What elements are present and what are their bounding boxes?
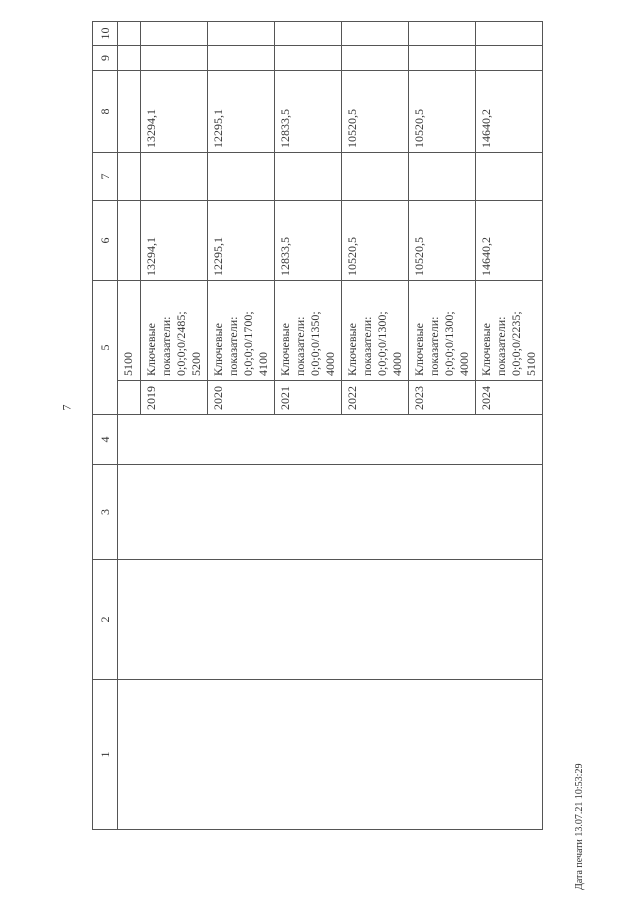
indicators-cell: Ключевые показатели: 0;0;0;0/1350; 4000: [275, 281, 342, 381]
cell-col-3: [118, 465, 543, 560]
year-cell: 2020: [208, 381, 275, 415]
value-col9: [476, 46, 543, 71]
page-number: 7: [59, 404, 74, 411]
value-col7: [342, 153, 409, 201]
indicators-cell: Ключевые показатели: 0;0;0;0/2485; 5200: [141, 281, 208, 381]
continuation-text: 5100: [118, 281, 141, 381]
header-col-8: 8: [93, 71, 118, 153]
value-col7: [476, 153, 543, 201]
value-col6: 10520,5: [409, 201, 476, 281]
value-col8: 10520,5: [342, 71, 409, 153]
value-col10: [141, 22, 208, 46]
value-col6: 10520,5: [342, 201, 409, 281]
indicators-cell: Ключевые показатели: 0;0;0;0/1300; 4000: [342, 281, 409, 381]
value-col6: 13294,1: [141, 201, 208, 281]
value-col10: [208, 22, 275, 46]
data-table: [92, 21, 543, 830]
year-cell: 2023: [409, 381, 476, 415]
value-col9: [342, 46, 409, 71]
value-col10: [476, 22, 543, 46]
rotated-table-container: [92, 22, 542, 830]
continuation-col7: [118, 153, 141, 201]
print-date-stamp: Дата печати 13.07.21 10:53:29: [574, 763, 585, 890]
indicators-cell: Ключевые показатели: 0;0;0;0/2235; 5100: [476, 281, 543, 381]
value-col8: 12833,5: [275, 71, 342, 153]
continuation-col6: [118, 201, 141, 281]
value-col7: [141, 153, 208, 201]
value-col6: 14640,2: [476, 201, 543, 281]
header-col-1: 1: [93, 680, 118, 830]
continuation-col10: [118, 22, 141, 46]
header-col-3: 3: [93, 465, 118, 560]
year-cell: 2021: [275, 381, 342, 415]
year-cell: 2019: [141, 381, 208, 415]
continuation-col8: [118, 71, 141, 153]
value-col7: [208, 153, 275, 201]
continuation-year-cell: [118, 381, 141, 415]
value-col9: [208, 46, 275, 71]
header-col-2: 2: [93, 560, 118, 680]
value-col7: [409, 153, 476, 201]
year-cell: 2022: [342, 381, 409, 415]
header-col-9: 9: [93, 46, 118, 71]
year-cell: 2024: [476, 381, 543, 415]
continuation-row: [118, 22, 141, 830]
value-col8: 10520,5: [409, 71, 476, 153]
cell-col-2: [118, 560, 543, 680]
value-col8: 12295,1: [208, 71, 275, 153]
value-col9: [409, 46, 476, 71]
header-col-6: 6: [93, 201, 118, 281]
value-col8: 13294,1: [141, 71, 208, 153]
cell-col-4: [118, 415, 543, 465]
indicators-cell: Ключевые показатели: 0;0;0;0/1700; 4100: [208, 281, 275, 381]
value-col7: [275, 153, 342, 201]
header-col-5: 5: [93, 281, 118, 415]
header-col-7: 7: [93, 153, 118, 201]
header-col-4: 4: [93, 415, 118, 465]
value-col10: [409, 22, 476, 46]
continuation-col9: [118, 46, 141, 71]
value-col9: [141, 46, 208, 71]
cell-col-1: [118, 680, 543, 830]
value-col10: [275, 22, 342, 46]
header-row: [93, 22, 118, 830]
indicators-cell: Ключевые показатели: 0;0;0;0/1300; 4000: [409, 281, 476, 381]
value-col8: 14640,2: [476, 71, 543, 153]
value-col10: [342, 22, 409, 46]
value-col6: 12833,5: [275, 201, 342, 281]
header-col-10: 10: [93, 22, 118, 46]
value-col9: [275, 46, 342, 71]
value-col6: 12295,1: [208, 201, 275, 281]
